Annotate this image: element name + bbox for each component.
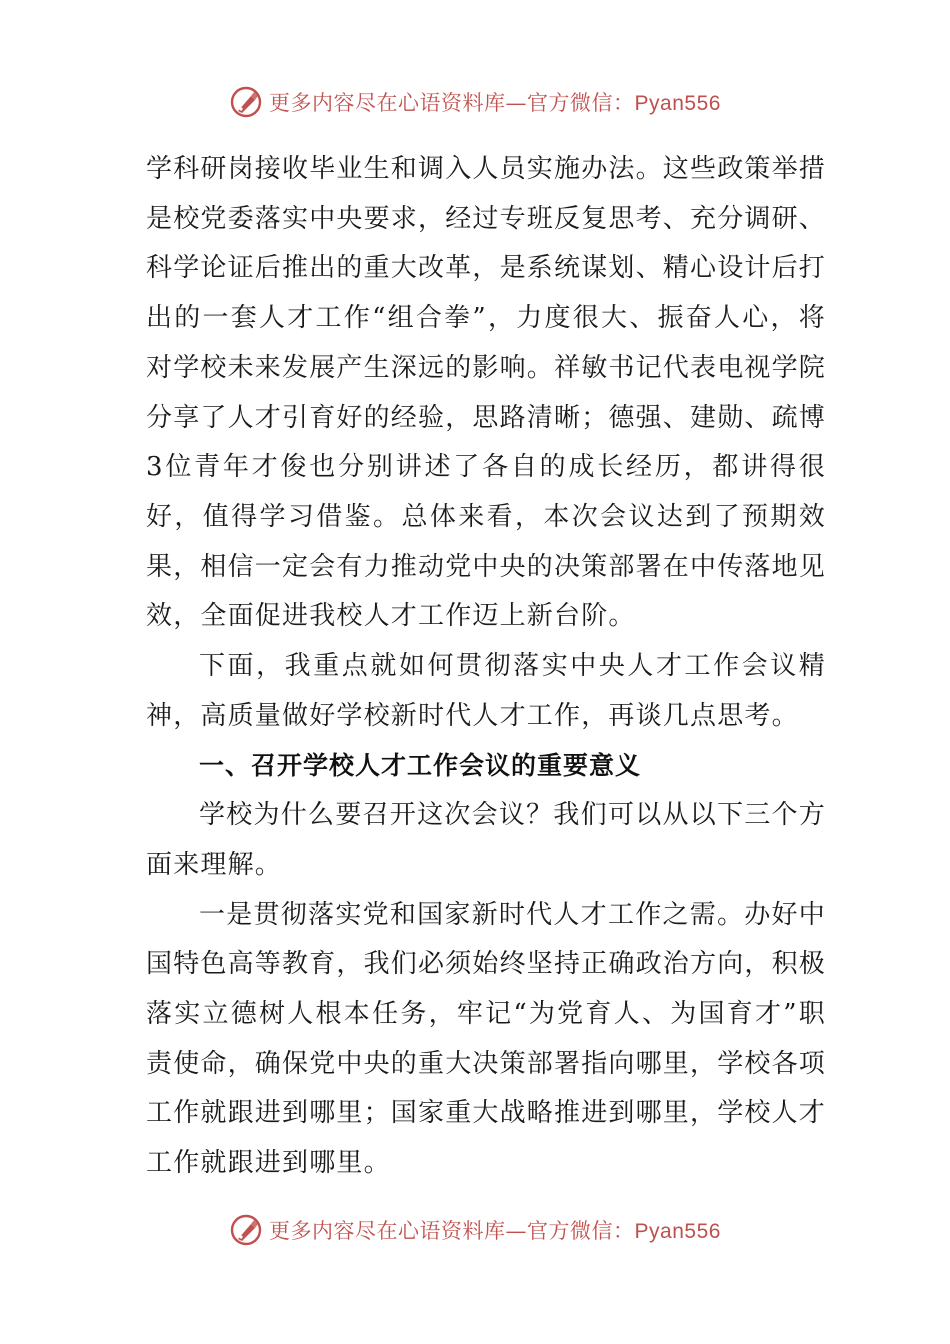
paragraph: 一是贯彻落实党和国家新时代人才工作之需。办好中国特色高等教育，我们必须始终坚持正确政治方向，积极落实立德树人根本任务，牢记“为党育人、为国育才”职责使命，确保党中央的重大决策部署指向哪里，学校各项工作就跟进到哪里；国家重大战略推进到哪里，学校人才工作就跟进到哪里。	[146, 899, 827, 1179]
section-heading: 一、召开学校人才工作会议的重要意义	[199, 751, 642, 781]
paragraph: 学科研岗接收毕业生和调入人员实施办法。这些政策举措是校党委落实中央要求，经过专班反复思考、充分调研、科学论证后推出的重大改革，是系统谋划、精心设计后打出的一套人才工作“组合拳”，力度很大、振奋人心，将对学校未来发展产生深远的影响。祥敏书记代表电视学院分享了人才引育好的经验，思路清晰；德强、建勋、疏博3位青年才俊也分别讲述了各自的成长经历，都讲得很好，值得学习借鉴。总体来看，本次会议达到了预期效果，相信一定会有力推动党中央的决策部署在中传落地见效，全面促进我校人才工作迈上新台阶。	[146, 154, 827, 632]
banner-wechat-id: Pyan556	[634, 1220, 721, 1243]
banner-slogan: 更多内容尽在心语资料库—官方微信：	[269, 91, 635, 115]
banner-text	[269, 87, 721, 117]
pen-nib-logo-icon	[229, 85, 263, 119]
document-body	[146, 145, 826, 1189]
banner-wechat-id: Pyan556	[634, 92, 721, 115]
header-watermark-banner	[0, 80, 950, 124]
banner-text	[269, 1215, 721, 1245]
paragraph: 学校为什么要召开这次会议？我们可以从以下三个方面来理解。	[146, 800, 826, 880]
banner-slogan: 更多内容尽在心语资料库—官方微信：	[269, 1219, 635, 1243]
pen-nib-logo-icon	[229, 1213, 263, 1247]
paragraph: 下面，我重点就如何贯彻落实中央人才工作会议精神，高质量做好学校新时代人才工作，再谈几点思考。	[146, 651, 826, 731]
footer-watermark-banner	[0, 1208, 950, 1252]
